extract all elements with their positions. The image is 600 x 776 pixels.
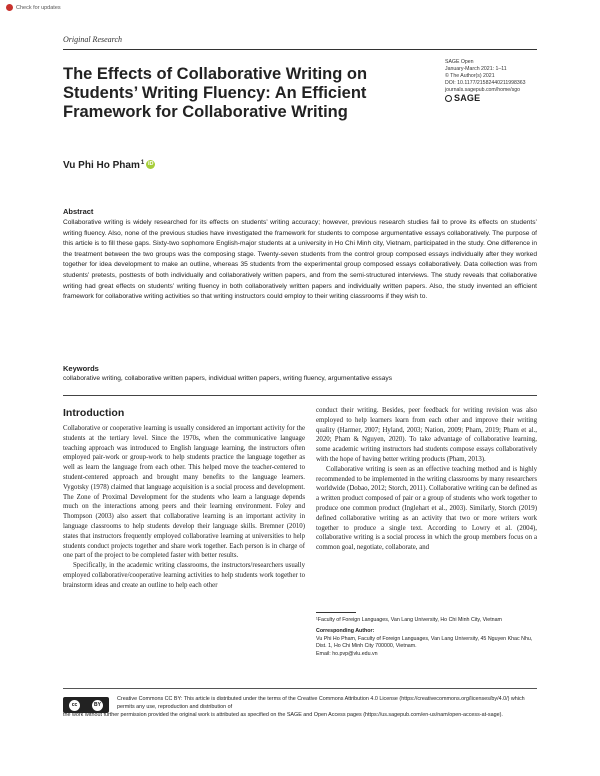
check-for-updates-badge[interactable] [6,4,61,11]
corresponding-author-email[interactable]: Email: ho.pvp@vlu.edu.vn [316,650,378,657]
abstract-text: Collaborative writing is widely researched for its effects on students’ writing accuracy; however, previous research studies fail to prove its effects on students’ writing fluency. Also, none of the previous studies have investigated the framework for students to compose argumentative essays collaboratively. The purpose of this article is to fill these gaps. Sixty-two sophomore English-major students at a university in Ho Chi Minh city, Vietnam, participated in the study. One difference in the treatment between the two groups was the composing stage. Twenty-seven students from the control group composed essays individually after they worked together for idea development to make an outline, whereas 35 students from the experimental group composed essays collaboratively. Data collection was from students’ pretests, posttests of both individually and collaboratively written papers, and from the semi-structured interviews. The study reveals that collaborative writing had great effects on students’ writing fluency in both collaboratively written papers and individually written papers. Also, the study invented an efficient framework for collaborative writing activities so that writing instructors could employ to their writing classrooms if they wish to. [63,219,537,301]
corresponding-author-details: Vu Phi Ho Pham, Faculty of Foreign Languages, Van Lang University, 45 Nguyen Khac Nhu, Dist. 1, Ho Chi Minh City 700000, Vietnam. [316,635,533,650]
article-title: The Effects of Collaborative Writing on Students’ Writing Fluency: An Efficient Framework for Collaborative Writing [63,65,368,121]
badge-label: Check for updates [16,4,61,11]
intro-paragraph-1: Collaborative or cooperative learning is usually considered an important activity for the students at the tertiary level. Since the 1970s, when the communicative language teaching approach was introduced to English language learning, the instructors often employed pair-work or group-work to help students practice the language together as well as learn the language from each other. This helped move the teacher-centered to student-centered approach and brought many benefits to the language learners. Vygotsky (1978) claimed that language acquisition is a social process and development. The Zone of Proximal Development for the students who learn a language depends much on the interactions among peers and their learning environment. Foley and Thompson (2003) also assert that collaborative learning is an important activity in language classrooms to help students develop their language skills. Bremner (2010) states that instructors frequently employed collaborative learning at universities to help students conduct projects together and share work together. Each person is in charge of one part of the project to be completed faster with better results. [63,425,305,560]
corresponding-author-heading: Corresponding Author: [316,628,375,635]
license-text-continued: the work without further permission provided the original work is attributed as specified on the SAGE and Open Access pages (https://us.sagepub.com/en-us/nam/open-access-at-sage). [63,712,503,718]
section-divider [63,395,537,396]
affiliation-footnote: ¹Faculty of Foreign Languages, Van Lang University, Ho Chi Minh City, Vietnam [316,617,502,623]
update-icon [6,4,13,11]
author-name: Vu Phi Ho Pham [63,160,140,171]
doi-link[interactable]: DOI: 10.1177/21582440211998363 [445,80,526,86]
footnotes [316,617,537,658]
abstract-heading: Abstract [63,207,94,216]
license-divider [63,688,537,689]
license-text: Creative Commons CC BY: This article is distributed under the terms of the Creative Commons Attribution 4.0 License (https://creativecommons.org/licenses/by/4.0/) which permits any use, reproduction and distribution of [117,696,525,710]
intro-paragraph-2: Specifically, in the academic writing classrooms, the instructors/researchers usually employed collaborative/cooperative learning activities to help students work together to brainstorm ideas and create an outline to help each other [63,562,305,589]
cc-icon: cc [69,700,80,711]
body-column-right [316,406,537,553]
section-label: Original Research [63,35,123,44]
introduction-heading: Introduction [63,407,125,419]
sage-logo-icon [445,95,452,102]
author-affiliation-marker: 1 [140,160,145,166]
by-icon: BY [92,700,103,711]
orcid-icon[interactable]: iD [147,161,154,167]
header-divider [63,49,537,50]
sage-logo [445,95,526,102]
intro-paragraph-4: Collaborative writing is seen as an effective teaching method and is highly recommended to be implemented in the writing classrooms by many researchers worldwide (Dobao, 2012; Storch, 2011). Collaborative writing can be defined as a written product composed of pair or a group of students who work together to produce one common product (Inglehart et al., 2003). Similarly, Storch (2019) defined collaborative writing as an activity that two or more writers work together to produce a single text. According to Lowry et al. (2004), collaborative writing is a social process in which the group members focus on a common goal, negotiate, collaborate, and [316,465,537,552]
keywords-heading: Keywords [63,364,99,373]
author-line [63,160,155,171]
copyright: © The Author(s) 2021 [445,73,495,79]
sage-logo-text: SAGE [454,93,481,103]
intro-paragraph-3: conduct their writing. Besides, peer feedback for writing revision was also employed to help learners learn from each other and improve their writing quality (Harmer, 2007; Hyland, 2003; Nation, 2009; Pham, 2019; Pham et al., 2020; Pham & Nguyen, 2020). To take advantage of collaborative learning, some academic writing instructors had students compose essays collaboratively with the hope of having better writing products (Pham, 2013). [316,407,537,463]
keywords-text: collaborative writing, collaborative written papers, individual written papers, writing fluency, argumentative essays [63,375,392,382]
journal-name: SAGE Open [445,59,474,65]
body-column-left [63,424,305,591]
journal-url[interactable]: journals.sagepub.com/home/sgo [445,87,520,93]
journal-issue: January-March 2021: 1–11 [445,66,507,72]
footnote-divider [316,612,356,613]
cc-by-logo[interactable] [63,697,109,713]
journal-meta [445,59,526,102]
